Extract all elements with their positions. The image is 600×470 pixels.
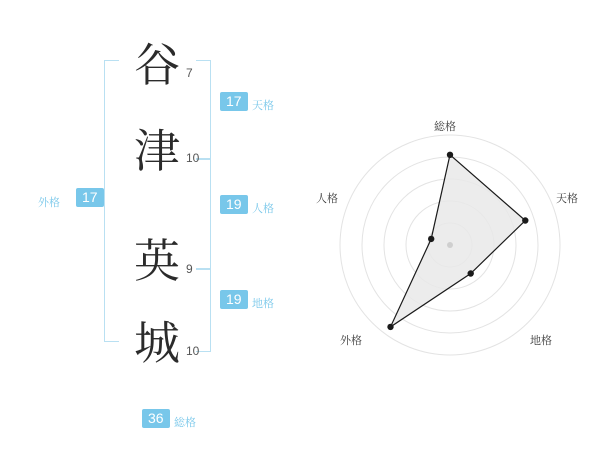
axis-label-chikaku: 地格 <box>530 335 552 347</box>
axis-label-jinkaku: 人格 <box>316 193 338 205</box>
kanji-char-3: 英 <box>134 234 180 288</box>
kanji-char-2: 津 <box>134 124 180 178</box>
group-bracket-jinkaku <box>196 158 211 270</box>
group-bracket-tenkaku <box>196 60 211 160</box>
stroke-count-1: 7 <box>186 66 193 80</box>
radar-chart <box>310 105 590 385</box>
outer-value-badge: 17 <box>76 188 104 207</box>
stroke-count-2: 10 <box>186 151 200 165</box>
axis-label-tenkaku: 天格 <box>556 193 578 205</box>
jinkaku-value-badge: 19 <box>220 195 248 214</box>
chikaku-value-badge: 19 <box>220 290 248 309</box>
outer-label: 外格 <box>38 197 60 209</box>
soukaku-value-badge: 36 <box>142 409 170 428</box>
jinkaku-label: 人格 <box>252 203 274 215</box>
group-bracket-chikaku <box>196 268 211 352</box>
name-breakdown-panel <box>30 20 330 450</box>
axis-label-soukaku: 総格 <box>434 121 456 133</box>
tenkaku-value-badge: 17 <box>220 92 248 111</box>
stroke-count-3: 9 <box>186 262 193 276</box>
soukaku-label: 総格 <box>174 417 196 429</box>
kanji-char-1: 谷 <box>134 38 180 92</box>
stroke-count-4: 10 <box>186 344 200 358</box>
chikaku-label: 地格 <box>252 298 274 310</box>
tenkaku-label: 天格 <box>252 100 274 112</box>
kanji-char-4: 城 <box>134 316 180 370</box>
axis-label-gaikaku: 外格 <box>340 335 362 347</box>
outer-bracket <box>104 60 119 342</box>
